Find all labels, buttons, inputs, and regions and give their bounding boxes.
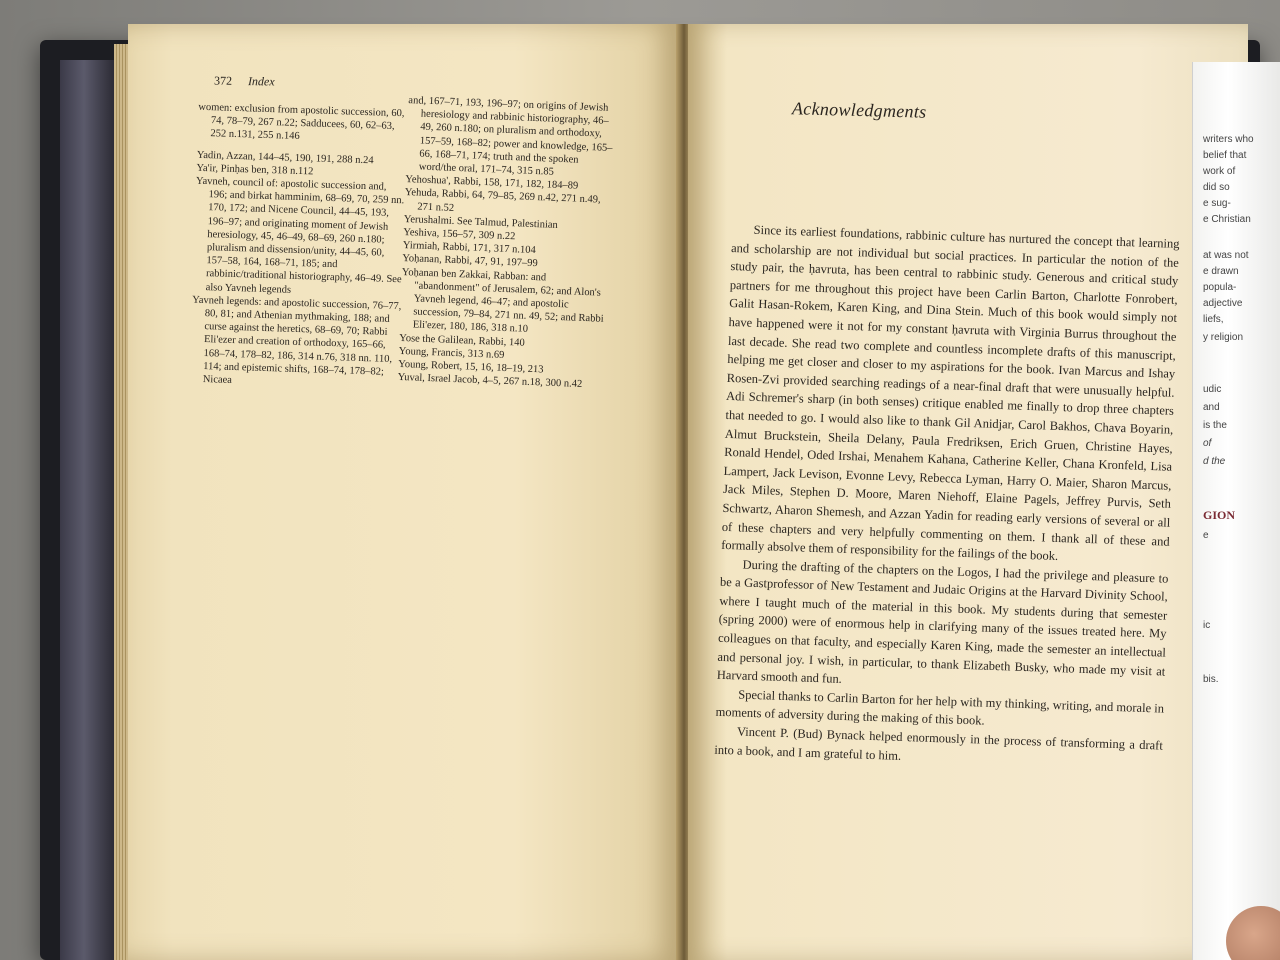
jacket-text: at was not	[1203, 250, 1249, 261]
jacket-text: is the	[1203, 420, 1227, 431]
index-entry: Yoḥanan, Rabbi, 47, 91, 197–99	[402, 253, 538, 270]
index-entry: women: exclusion from apostolic succession, 60, 74, 78–79, 267 n.22; Sadducees, 60, 62–63, 252 n.131, 255 n.146	[198, 101, 405, 143]
paragraph: Vincent P. (Bud) Bynack helped enormously in the process of transforming a draft into a book, and I am grateful to him.	[714, 724, 1164, 763]
index-entry: Yirmiah, Rabbi, 171, 317 n.104	[402, 240, 536, 257]
dust-jacket-flap	[1192, 62, 1280, 960]
index-entry: Yerushalmi. See Talmud, Palestinian	[403, 213, 558, 231]
jacket-text: y religion	[1203, 332, 1244, 343]
index-entry: Yeshiva, 156–57, 309 n.22	[403, 227, 516, 243]
index-entry: Young, Francis, 313 n.69	[398, 345, 505, 361]
index-column-a	[190, 101, 409, 393]
index-entry: Yuval, Israel Jacob, 4–5, 267 n.18, 300 n.42	[397, 372, 583, 391]
index-entry: Ya'ir, Pinḥas ben, 318 n.112	[196, 162, 314, 178]
jacket-text: e Christian	[1203, 214, 1251, 225]
index-entry: Yadin, Azzan, 144–45, 190, 191, 288 n.24	[196, 149, 374, 166]
jacket-heading: GION	[1203, 508, 1236, 522]
index-column-b	[398, 94, 619, 392]
index-entry: Yavneh legends: and apostolic succession, 76–77, 80, 81; and Athenian mythmaking, 188; and curse against the heretics, 68–69, 70; Rabbi Eli'ezer and creation of orthodoxy, 165–66, 168–74, 178–82, 186, 314 n.76, 318 nn. 110, 114; and epistemic shifts, 168–74, 178–82; Nicaea	[192, 294, 402, 387]
jacket-text: e sug-	[1203, 198, 1231, 209]
jacket-text: belief that	[1203, 150, 1247, 161]
index-entry: Yoḥanan ben Zakkai, Rabban: and "abandonment" of Jerusalem, 62; and Alon's Yavneh legend, 46–47; and apostolic succession, 79–84, 271 nn. 49, 52; and Rabbi Eli'ezer, 180, 186, 318 n.10	[401, 266, 604, 336]
jacket-text: ic	[1203, 620, 1211, 631]
right-page	[688, 24, 1248, 960]
running-head-title: Index	[247, 74, 275, 89]
left-page	[128, 24, 680, 960]
jacket-text: liefs,	[1203, 314, 1224, 325]
index-entry: Yehuda, Rabbi, 64, 79–85, 269 n.42, 271 n.49, 271 n.52	[404, 187, 601, 214]
jacket-text: udic	[1203, 384, 1222, 395]
jacket-text: and	[1203, 402, 1220, 413]
acknowledgments-body	[714, 220, 1180, 774]
paragraph: Special thanks to Carlin Barton for her help with my thinking, writing, and morale in moments of adversity during the making of this book.	[715, 687, 1165, 729]
page-title: Acknowledgments	[791, 98, 927, 122]
jacket-text: did so	[1203, 182, 1230, 193]
index-entry: Yehoshua', Rabbi, 158, 171, 182, 184–89	[405, 174, 579, 192]
jacket-text: adjective	[1203, 298, 1243, 309]
jacket-text: d the	[1203, 456, 1226, 467]
jacket-text: bis.	[1203, 674, 1219, 685]
index-entry: and, 167–71, 193, 196–97; on origins of Jewish heresiology and rabbinic historiography, 46–49, 260 n.180; on pluralism and orthodoxy, 157–59, 168–82; power and knowledge, 165–66, 168–71, 174; truth and the spoken word/the oral, 171–74, 315 n.85	[408, 95, 613, 178]
cover-spine-strip	[60, 60, 120, 960]
page-number: 372	[213, 73, 233, 88]
jacket-text: popula-	[1203, 282, 1237, 293]
jacket-text: e	[1203, 530, 1209, 541]
jacket-text: work of	[1203, 166, 1236, 177]
index-entry: Young, Robert, 15, 16, 18–19, 213	[398, 358, 544, 376]
jacket-text: of	[1203, 438, 1212, 449]
paragraph: During the drafting of the chapters on the Logos, I had the privilege and pleasure to be a Gastprofessor of New Testament and Judaic Origins at the Harvard Divinity School, where I taught much of the material in this book. My students during that semester (spring 2000) were of enormous help in clarifying many of the issues treated here. My colleagues on that faculty, and especially Karen King, made the semester an intellectual and personal joy. I wish, in particular, to thank Elizabeth Busky, who made my visit at Harvard smooth and fun.	[716, 557, 1169, 687]
paragraph: Since its earliest foundations, rabbinic culture has nurtured the concept that learning and scholarship are not individual but social practices. In particular the notion of the study pair, the ḥavruta, has been central to rabbinic study. Generous and critical study partners for me throughout this project have been Carlin Barton, Charlotte Fonrobert, Galit Hasan-Rokem, Karen King, and Dina Stein. Much of this book would simply not have happened were it not for my constant ḥavruta with Virginia Burrus throughout the last decade. She read two complete and countless incomplete drafts of this manuscript, helping me get closer and closer to my aspirations for the book. Ivan Marcus and Ishay Rosen-Zvi provided searching readings of a near-final draft that were unusually helpful. Adi Schremer's sharp (in both senses) critique enabled me finally to drop three chapters that needed to go. I would also like to thank Gil Anidjar, Carol Bakhos, Chava Boyarin, Almut Bruckstein, Sheila Delany, Paula Fredriksen, Erich Gruen, Christine Hayes, Ronald Hendel, Oded Irshai, Menahem Kahana, Catherine Keller, Chana Kronfeld, Lisa Lampert, Jack Levison, Evonne Levy, Rebecca Lyman, Harry O. Maier, Sharon Marcus, Jack Miles, Stephen D. Moore, Maren Niehoff, Elaine Pagels, Jeffrey Purvis, Seth Schwartz, Aharon Shemesh, and Azzan Yadin for reading early versions of several or all of these chapters and very helpfully commenting on them. I thank all of these and formally absolve them of responsibility for the failings of the book.	[720, 222, 1180, 564]
running-head	[214, 73, 275, 89]
jacket-text: writers who	[1203, 134, 1254, 145]
index-entry: Yose the Galilean, Rabbi, 140	[399, 332, 525, 349]
jacket-text: e drawn	[1203, 266, 1239, 277]
index-entry: Yavneh, council of: apostolic succession and, 196; and birkat hamminim, 68–69, 70, 259 nn. 170, 172; and Nicene Council, 44–45, 193, 196–97; and originating moment of Jewish heresiology, 45, 46–49, 68–69, 260 n.180; pluralism and dissension/unity, 44–45, 60, 157–58, 164, 168–71, 185; and rabbinic/traditional historiography, 46–49. See also Yavneh legends	[195, 175, 405, 296]
